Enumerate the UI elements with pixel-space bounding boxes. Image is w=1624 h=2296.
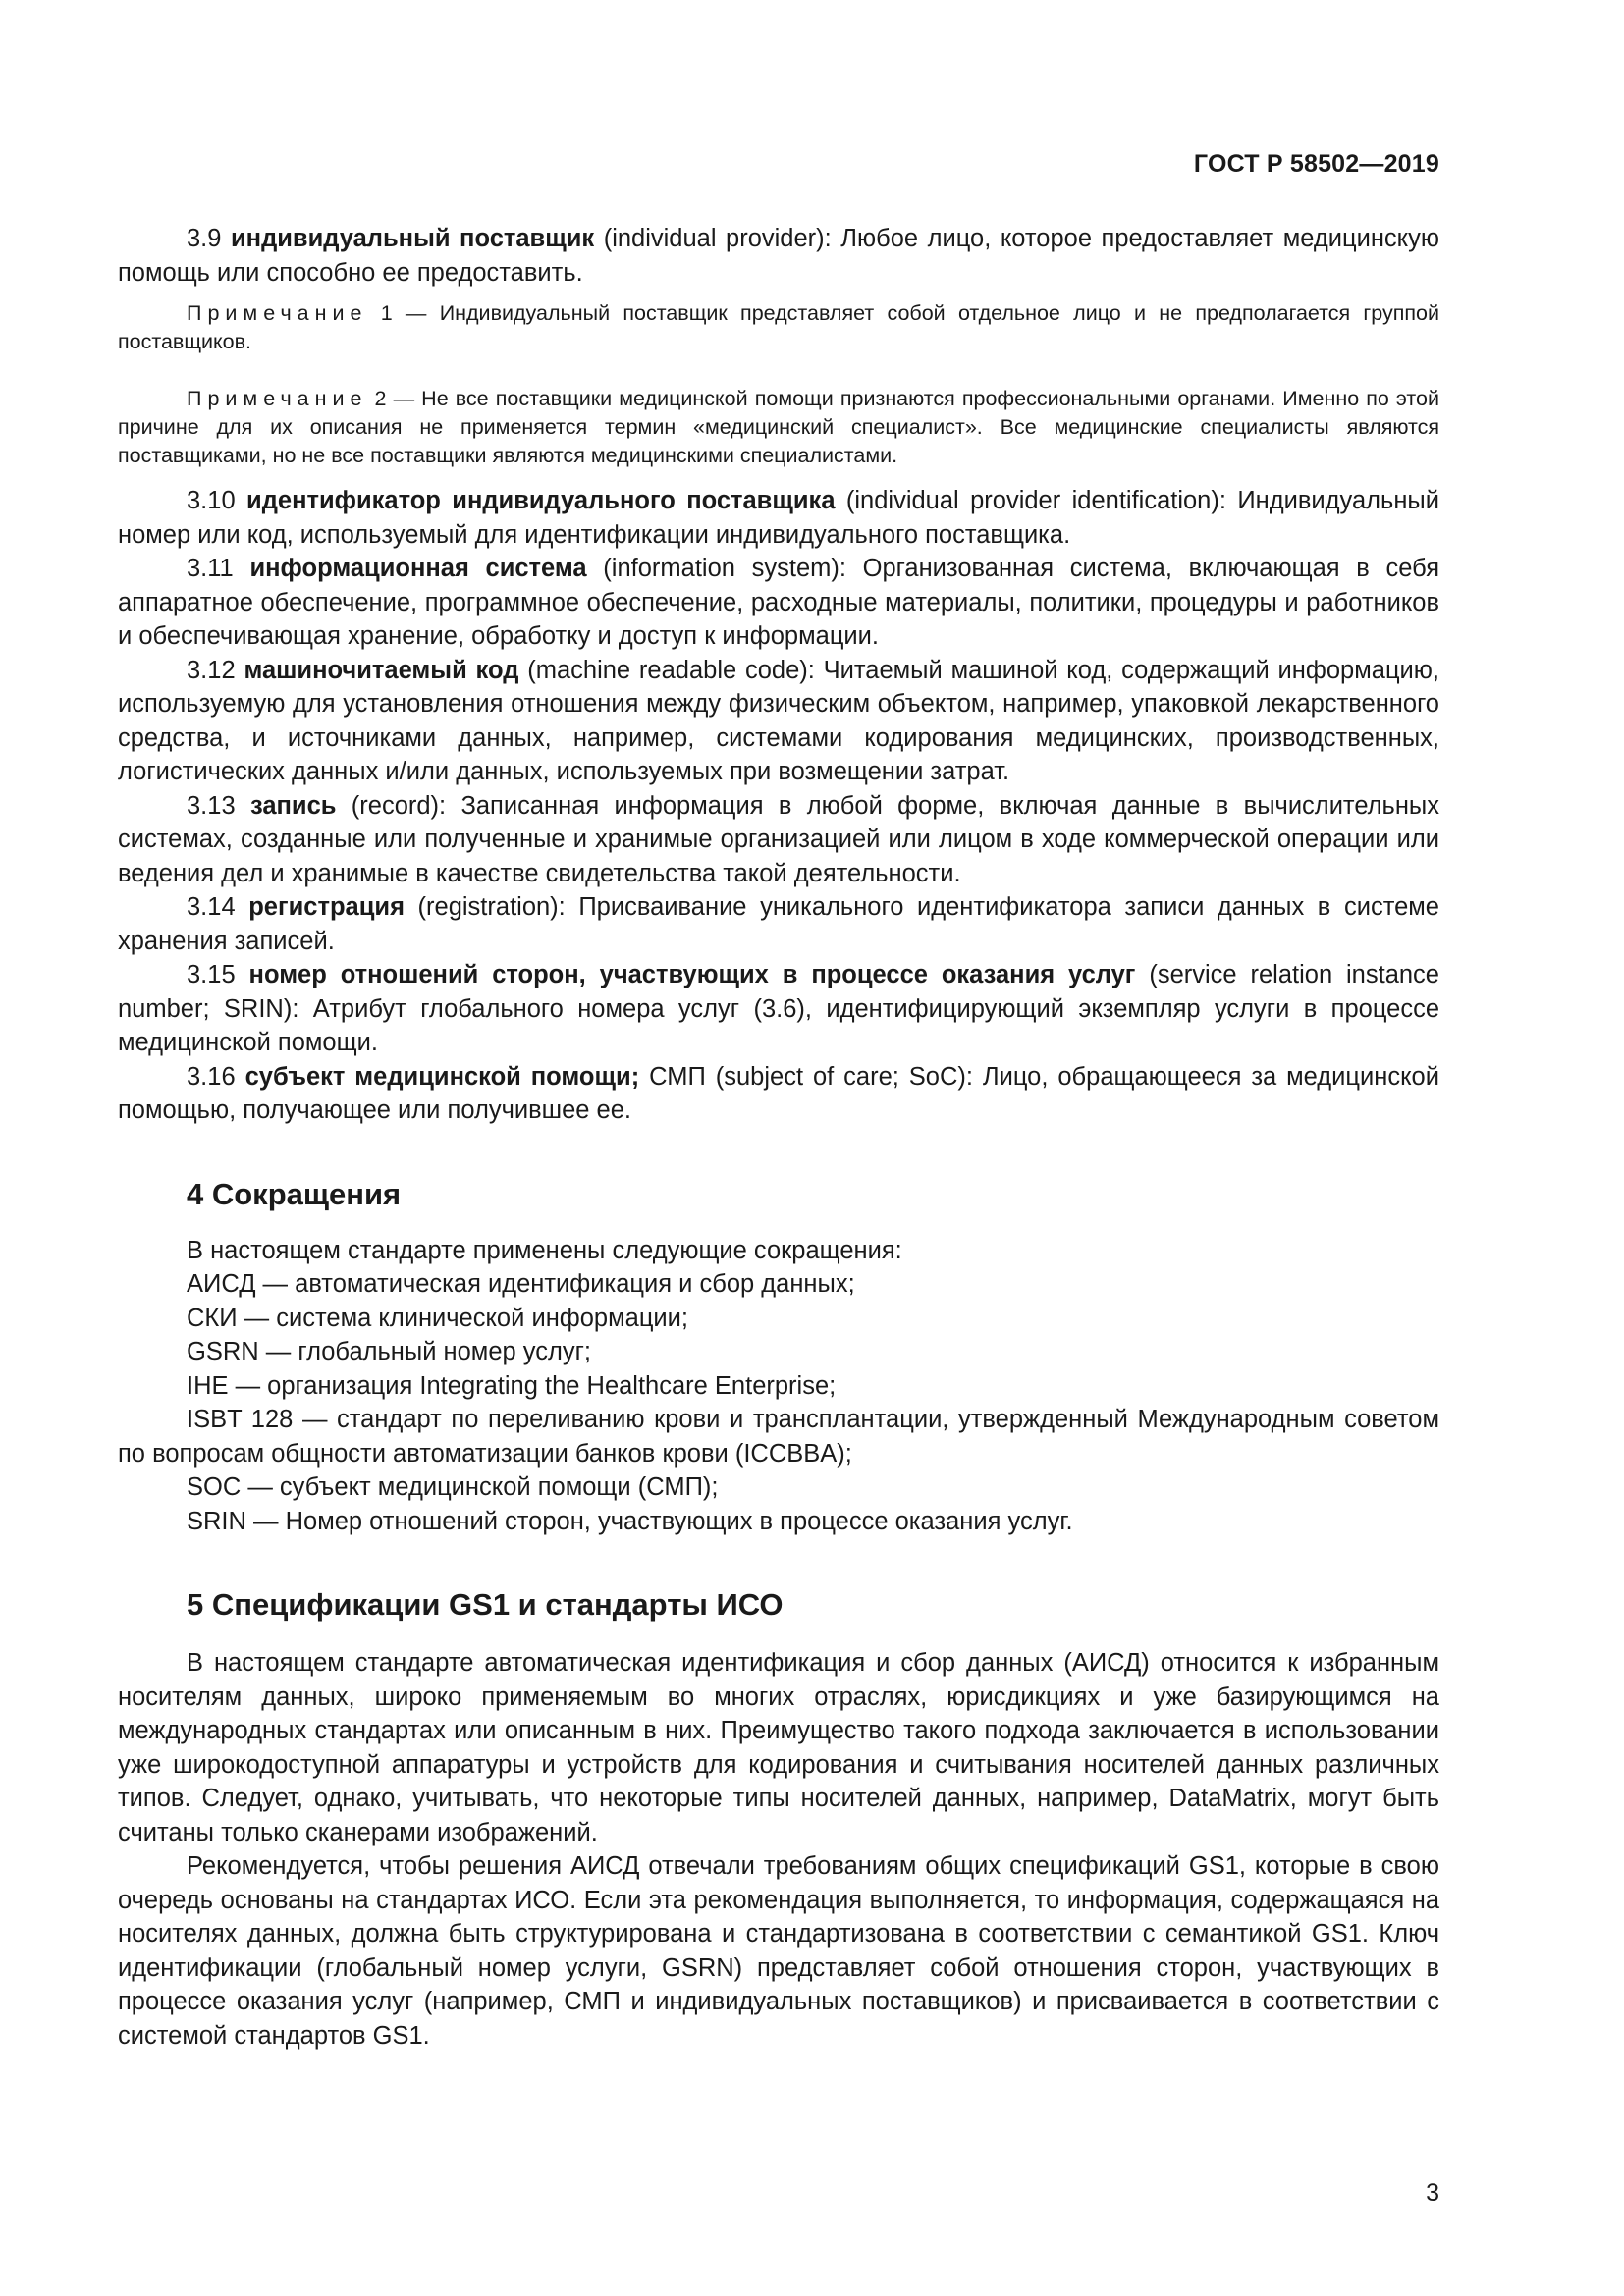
term-3-13	[118, 789, 1439, 891]
term-3-11	[118, 552, 1439, 654]
section-5-paragraph: Рекомендуется, чтобы решения АИСД отвечали требованиям общих спецификаций GS1, которые в свою очередь основаны на стандартах ИСО. Если эта рекомендация выполняется, то информация, содержащаяся на носителях данных, должна быть структурирована и стандартизована в соответствии с семантикой GS1. Ключ идентификации (глобальный номер услуги, GSRN) представляет собой отношения сторон, участвующих в процессе оказания услуг (например, СМП и индивидуальных поставщиков) и присваивается в соответствии с системой стандартов GS1.	[118, 1852, 1439, 2050]
page-number: 3	[1426, 2179, 1439, 2207]
abbreviation-item: ISBT 128 — стандарт по переливанию крови и трансплантации, утвержденный Международным советом по вопросам общности автоматизации банков крови (ICCBBA);	[118, 1406, 1439, 1468]
term-number: 3.15	[187, 961, 236, 988]
term-number: 3.16	[187, 1062, 236, 1091]
term-3-14	[118, 890, 1439, 958]
note-2	[118, 385, 1439, 470]
note-text: — Не все поставщики медицинской помощи признаются профессиональными органами. Именно по этой причине для их описания не применяется термин «медицинский специалист». Все медицинские специалисты являются поставщиками, но не все поставщики являются медицинскими специалистами.	[118, 387, 1439, 467]
term-title: регистрация	[248, 893, 405, 921]
abbreviation-item: SOC — субъект медицинской помощи (СМП);	[187, 1473, 719, 1501]
term-title: машиночитаемый код	[244, 656, 519, 684]
section-5-paragraph: В настоящем стандарте автоматическая идентификация и сбор данных (АИСД) относится к избранным носителям данных, широко применяемым во многих отраслях, юрисдикциях и уже базирующимся на международных стандартах или описанным в них. Преимущество такого подхода заключается в использовании уже широкодоступной аппаратуры и устройств для кодирования и считывания носителей данных различных типов. Следует, однако, учитывать, что некоторые типы носителей данных, например, DataMatrix, могут быть считаны только сканерами изображений.	[118, 1649, 1439, 1846]
note-text: — Индивидуальный поставщик представляет собой отдельное лицо и не предполагается группой поставщиков.	[118, 301, 1439, 353]
term-3-12	[118, 654, 1439, 789]
term-number: 3.13	[187, 791, 236, 820]
section-4-intro: В настоящем стандарте применены следующие сокращения:	[187, 1236, 902, 1264]
note-number: 1	[367, 301, 393, 325]
term-number: 3.14	[187, 893, 236, 921]
term-title: номер отношений сторон, участвующих в процессе оказания услуг	[248, 961, 1136, 988]
term-3-16	[118, 1060, 1439, 1128]
term-title: индивидуальный поставщик	[230, 225, 595, 252]
term-definition: (individual provider): Любое лицо, которое предоставляет медицинскую помощь или способно ее предоставить.	[118, 225, 1439, 287]
term-number: 3.9	[187, 225, 222, 252]
term-3-9	[118, 222, 1439, 290]
section-5-heading: 5 Спецификации GS1 и стандарты ИСО	[187, 1587, 784, 1622]
term-number: 3.12	[187, 656, 236, 684]
note-1	[118, 299, 1439, 356]
term-3-10	[118, 484, 1439, 552]
term-definition: (machine readable code): Читаемый машиной код, содержащий информацию, используемую для установления отношения между физическим объектом, например, упаковкой лекарственного средства, и источниками данных, например, системами кодирования медицинских, производственных, логистических данных и/или данных, используемых при возмещении затрат.	[118, 656, 1439, 785]
abbreviation-item: СКИ — система клинической информации;	[187, 1304, 689, 1332]
term-definition: (registration): Присваивание уникального идентификатора записи данных в системе хранения записей.	[118, 893, 1439, 955]
term-title: запись	[249, 791, 337, 820]
document-id: ГОСТ Р 58502—2019	[1193, 150, 1439, 178]
term-definition: (individual provider identification): Индивидуальный номер или код, используемый для идентификации индивидуального поставщика.	[118, 487, 1439, 549]
term-title: идентификатор индивидуального поставщика	[246, 487, 836, 514]
document-body	[118, 222, 1439, 2053]
note-number: 2	[367, 387, 387, 410]
abbreviation-item: GSRN — глобальный номер услуг;	[187, 1338, 592, 1365]
term-definition: (information system): Организованная система, включающая в себя аппаратное обеспечение, программное обеспечение, расходные материалы, политики, процедуры и работников и обеспечивающая хранение, обработку и доступ к информации.	[118, 555, 1440, 650]
note-label: Примечание	[187, 301, 368, 325]
abbreviation-item: SRIN — Номер отношений сторон, участвующих в процессе оказания услуг.	[187, 1507, 1073, 1535]
term-definition: СМП (subject of care; SoC): Лицо, обращающееся за медицинской помощью, получающее или получившее ее.	[118, 1062, 1439, 1124]
term-3-15	[118, 958, 1439, 1060]
abbreviation-item: IHE — организация Integrating the Healthcare Enterprise;	[187, 1371, 837, 1400]
section-4-heading: 4 Сокращения	[187, 1176, 402, 1211]
abbreviation-item: АИСД — автоматическая идентификация и сбор данных;	[187, 1270, 855, 1298]
term-definition: (service relation instance number; SRIN): Атрибут глобального номера услуг (3.6), идентифицирующий экземпляр услуги в процессе медицинской помощи.	[118, 961, 1439, 1056]
term-title: информационная система	[249, 555, 587, 582]
term-title: субъект медицинской помощи;	[244, 1062, 640, 1091]
term-number: 3.10	[187, 487, 236, 514]
note-label: Примечание	[187, 387, 368, 410]
term-number: 3.11	[187, 555, 234, 582]
term-definition: (record): Записанная информация в любой форме, включая данные в вычислительных системах, созданные или полученные и хранимые организацией или лицом в ходе коммерческой операции или ведения дел и хранимые в качестве свидетельства такой деятельности.	[118, 791, 1439, 887]
